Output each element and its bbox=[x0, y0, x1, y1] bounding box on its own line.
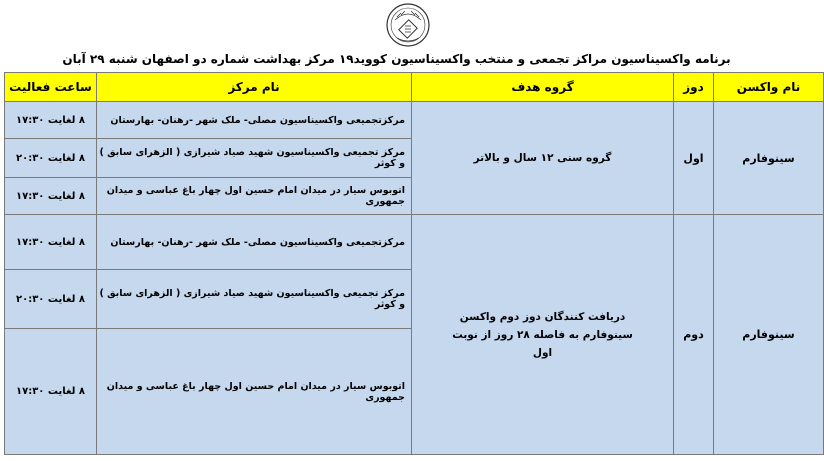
header-hours: ساعت فعالیت bbox=[5, 73, 97, 102]
vaccine-cell: سینوفارم bbox=[714, 102, 824, 215]
center-cell: مرکز تجمیعی واکسیناسیون شهید صیاد شیرازی ( الزهرای سابق ) و کوثر bbox=[97, 139, 412, 178]
vaccination-schedule-table bbox=[4, 72, 824, 455]
table-row bbox=[5, 215, 824, 270]
header-target: گروه هدف bbox=[412, 73, 674, 102]
center-cell: اتوبوس سیار در میدان امام حسین اول چهار باغ عباسی و میدان جمهوری bbox=[97, 178, 412, 215]
dose-cell: اول bbox=[674, 102, 714, 215]
dose-cell: دوم bbox=[674, 215, 714, 455]
hours-cell: ۸ لغایت ۲۰:۳۰ bbox=[5, 270, 97, 329]
table-row bbox=[5, 102, 824, 139]
center-cell: مرکزتجمیعی واکسیناسیون مصلی- ملک شهر -رهنان- بهارستان bbox=[97, 215, 412, 270]
university-logo-icon bbox=[385, 2, 431, 48]
center-cell: اتوبوس سیار در میدان امام حسین اول چهار باغ عباسی و میدان جمهوری bbox=[97, 329, 412, 455]
hours-cell: ۸ لغایت ۱۷:۳۰ bbox=[5, 102, 97, 139]
hours-cell: ۸ لغایت ۱۷:۳۰ bbox=[5, 329, 97, 455]
hours-cell: ۸ لغایت ۱۷:۳۰ bbox=[5, 215, 97, 270]
vaccine-cell: سینوفارم bbox=[714, 215, 824, 455]
page-title: برنامه واکسیناسیون مراکز تجمعی و منتخب واکسیناسیون کووید۱۹ مرکز بهداشت شماره دو اصفهان شنبه ۲۹ آبان bbox=[62, 52, 731, 66]
center-cell: مرکز تجمیعی واکسیناسیون شهید صیاد شیرازی ( الزهرای سابق ) و کوثر bbox=[97, 270, 412, 329]
header-dose: دوز bbox=[674, 73, 714, 102]
header-center: نام مرکز bbox=[97, 73, 412, 102]
center-cell: مرکزتجمیعی واکسیناسیون مصلی- ملک شهر -رهنان- بهارستان bbox=[97, 102, 412, 139]
target-group-cell: گروه سنی ۱۲ سال و بالاتر bbox=[412, 102, 674, 215]
target-group-cell: دریافت کنندگان دوز دوم واکسن سینوفارم به فاصله ۲۸ روز از نوبت اول bbox=[412, 215, 674, 455]
hours-cell: ۸ لغایت ۱۷:۳۰ bbox=[5, 178, 97, 215]
table-header-row bbox=[5, 73, 824, 102]
header-vaccine: نام واکسن bbox=[714, 73, 824, 102]
hours-cell: ۸ لغایت ۲۰:۳۰ bbox=[5, 139, 97, 178]
